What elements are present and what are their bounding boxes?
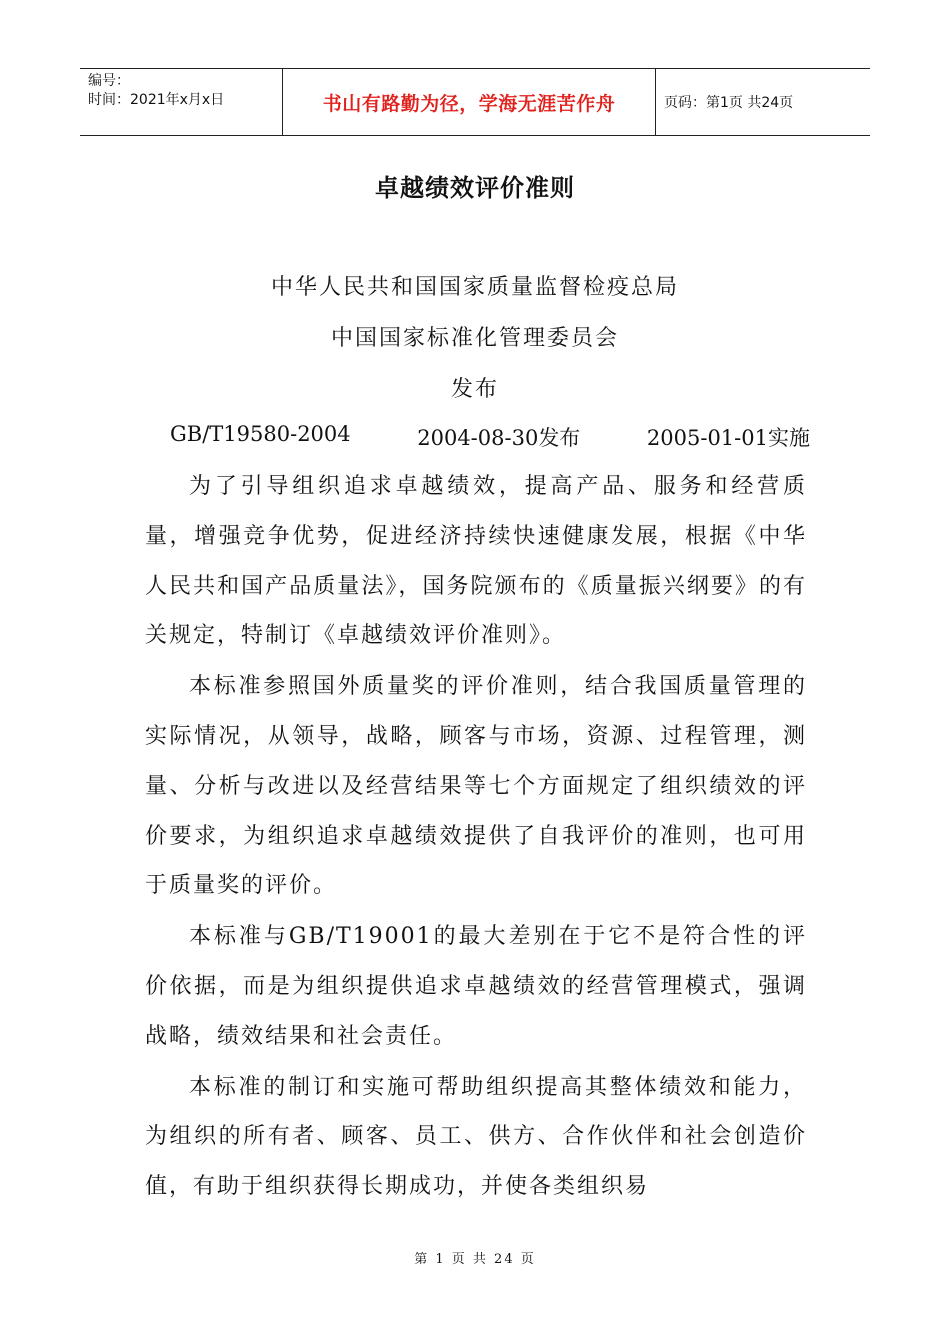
document-body [145,462,807,1212]
header-motto-cell [282,69,656,135]
issuer-line-2: 中国国家标准化管理委员会 [330,326,619,351]
paragraph: 本标准参照国外质量奖的评价准则，结合我国质量管理的实际情况，从领导，战略，顾客与市场，资源、过程管理，测量、分析与改进以及经营结果等七个方面规定了组织绩效的评价要求，为组织追求卓越绩效提供了自我评价的准则，也可用于质量奖的评价。 [145,674,807,899]
header-meta [80,69,282,135]
paragraph: 本标准的制订和实施可帮助组织提高其整体绩效和能力，为组织的所有者、顾客、员工、供方、合作伙伴和社会创造价值，有助于组织获得长期成功，并使各类组织易 [145,1074,807,1200]
effective-date: 2005-01-01实施 [646,426,810,450]
issue-word: 发布 [450,377,499,402]
publish-date: 2004-08-30发布 [417,426,581,450]
paragraph: 为了引导组织追求卓越绩效，提高产品、服务和经营质量，增强竞争优势，促进经济持续快速健康发展，根据《中华人民共和国产品质量法》，国务院颁布的《质量振兴纲要》的有关规定，特制订《卓越绩效评价准则》。 [145,474,807,649]
page-footer: 第 1 页 共 24 页 [414,1252,536,1267]
document-number-label: 编号： [88,73,130,89]
header-motto: 书山有路勤为径，学海无涯苦作舟 [322,92,616,115]
standard-code: GB/T19580-2004 [170,422,351,446]
paragraph: 本标准与GB/T19001的最大差别在于它不是符合性的评价依据，而是为组织提供追求卓越绩效的经营管理模式，强调战略，绩效结果和社会责任。 [145,924,807,1049]
document-title: 卓越绩效评价准则 [375,174,575,202]
issuer-line-1: 中华人民共和国国家质量监督检疫总局 [270,275,679,300]
header-page-info: 页码：第1页 共24页 [664,95,794,111]
document-time-label: 时间：2021年x月x日 [88,92,225,108]
page-header [80,68,870,136]
standard-info-line [170,422,810,452]
